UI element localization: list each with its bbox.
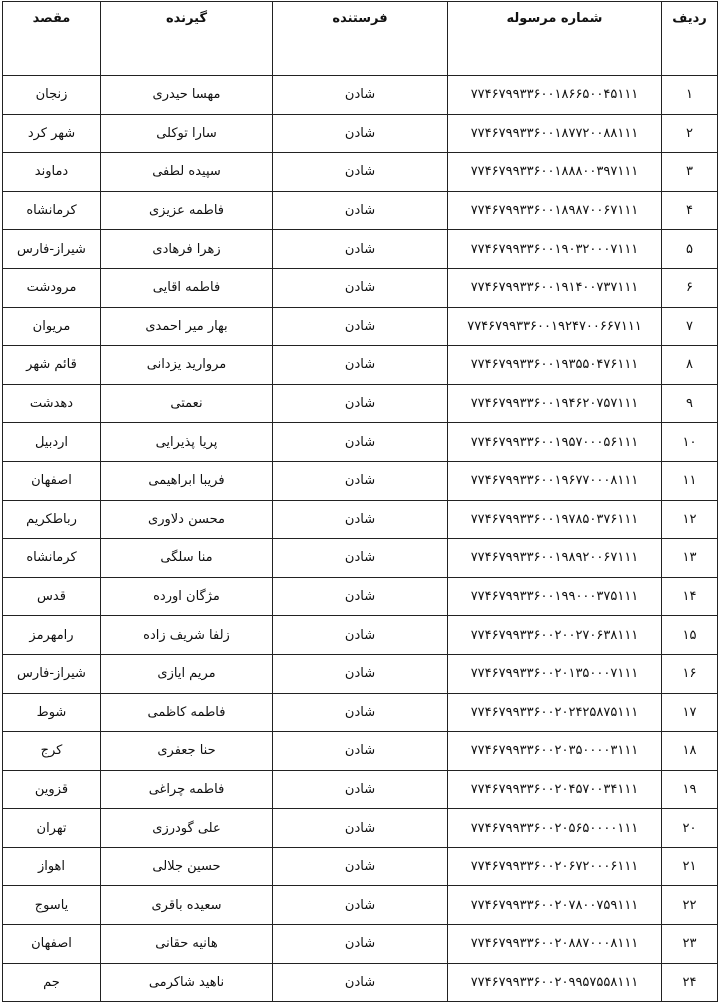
row-number-cell: ۳ [662, 153, 718, 192]
table-row [3, 191, 718, 230]
receiver-cell: محسن دلاوری [101, 500, 273, 539]
receiver-cell: علی گودرزی [101, 809, 273, 848]
destination-cell: کرمانشاه [3, 191, 101, 230]
receiver-cell: ناهید شاکرمی [101, 963, 273, 1002]
row-number-cell: ۸ [662, 346, 718, 385]
receiver-cell: حسین جلالی [101, 847, 273, 886]
destination-cell: شهر کرد [3, 114, 101, 153]
destination-cell: مرودشت [3, 268, 101, 307]
sender-cell: شادن [273, 230, 448, 269]
sender-cell: شادن [273, 346, 448, 385]
tracking-number-cell: ۷۷۴۶۷۹۹۳۳۶۰۰۱۹۰۳۲۰۰۰۷۱۱۱ [448, 230, 662, 269]
sender-cell: شادن [273, 268, 448, 307]
table-row [3, 963, 718, 1002]
sender-cell: شادن [273, 423, 448, 462]
row-number-cell: ۹ [662, 384, 718, 423]
row-number-cell: ۱۰ [662, 423, 718, 462]
receiver-cell: فاطمه اقایی [101, 268, 273, 307]
tracking-number-cell: ۷۷۴۶۷۹۹۳۳۶۰۰۲۰۰۲۷۰۶۳۸۱۱۱ [448, 616, 662, 655]
row-number-cell: ۱ [662, 76, 718, 115]
sender-cell: شادن [273, 461, 448, 500]
tracking-number-cell: ۷۷۴۶۷۹۹۳۳۶۰۰۱۹۸۹۲۰۰۶۷۱۱۱ [448, 539, 662, 578]
destination-cell: رامهرمز [3, 616, 101, 655]
row-number-cell: ۲۱ [662, 847, 718, 886]
receiver-cell: فریبا ابراهیمی [101, 461, 273, 500]
receiver-cell: بهار میر احمدی [101, 307, 273, 346]
row-number-cell: ۲ [662, 114, 718, 153]
table-row [3, 577, 718, 616]
destination-cell: زنجان [3, 76, 101, 115]
table-row [3, 693, 718, 732]
destination-cell: تهران [3, 809, 101, 848]
table-row [3, 384, 718, 423]
tracking-number-cell: ۷۷۴۶۷۹۹۳۳۶۰۰۲۰۵۶۵۰۰۰۰۱۱۱ [448, 809, 662, 848]
table-row [3, 461, 718, 500]
row-number-cell: ۶ [662, 268, 718, 307]
sender-cell: شادن [273, 577, 448, 616]
table-row [3, 770, 718, 809]
sender-cell: شادن [273, 191, 448, 230]
receiver-cell: پریا پذیرایی [101, 423, 273, 462]
tracking-number-cell: ۷۷۴۶۷۹۹۳۳۶۰۰۲۰۶۷۲۰۰۰۶۱۱۱ [448, 847, 662, 886]
receiver-cell: مژگان اورده [101, 577, 273, 616]
receiver-cell: فاطمه عزیزی [101, 191, 273, 230]
table-row [3, 732, 718, 771]
sender-cell: شادن [273, 539, 448, 578]
tracking-number-cell: ۷۷۴۶۷۹۹۳۳۶۰۰۲۰۲۴۲۵۸۷۵۱۱۱ [448, 693, 662, 732]
table-row [3, 925, 718, 964]
tracking-number-cell: ۷۷۴۶۷۹۹۳۳۶۰۰۱۸۹۸۷۰۰۶۷۱۱۱ [448, 191, 662, 230]
receiver-cell: مروارید یزدانی [101, 346, 273, 385]
tracking-number-cell: ۷۷۴۶۷۹۹۳۳۶۰۰۲۰۷۸۰۰۷۵۹۱۱۱ [448, 886, 662, 925]
destination-cell: کرمانشاه [3, 539, 101, 578]
receiver-cell: منا سلگی [101, 539, 273, 578]
destination-cell: قائم شهر [3, 346, 101, 385]
tracking-number-cell: ۷۷۴۶۷۹۹۳۳۶۰۰۲۰۱۳۵۰۰۰۷۱۱۱ [448, 654, 662, 693]
tracking-number-cell: ۷۷۴۶۷۹۹۳۳۶۰۰۲۰۳۵۰۰۰۰۳۱۱۱ [448, 732, 662, 771]
row-number-cell: ۱۳ [662, 539, 718, 578]
tracking-number-cell: ۷۷۴۶۷۹۹۳۳۶۰۰۱۹۱۴۰۰۷۳۷۱۱۱ [448, 268, 662, 307]
table-row [3, 268, 718, 307]
destination-cell: رباطکریم [3, 500, 101, 539]
table-row [3, 307, 718, 346]
row-number-cell: ۱۹ [662, 770, 718, 809]
header-receiver: گیرنده [101, 2, 273, 76]
tracking-number-cell: ۷۷۴۶۷۹۹۳۳۶۰۰۱۸۶۶۵۰۰۴۵۱۱۱ [448, 76, 662, 115]
receiver-cell: زلفا شریف زاده [101, 616, 273, 655]
receiver-cell: نعمتی [101, 384, 273, 423]
row-number-cell: ۱۲ [662, 500, 718, 539]
sender-cell: شادن [273, 809, 448, 848]
destination-cell: قزوین [3, 770, 101, 809]
destination-cell: کرج [3, 732, 101, 771]
receiver-cell: سپیده لطفی [101, 153, 273, 192]
sender-cell: شادن [273, 847, 448, 886]
destination-cell: شیراز-فارس [3, 230, 101, 269]
receiver-cell: زهرا فرهادی [101, 230, 273, 269]
receiver-cell: مریم ایازی [101, 654, 273, 693]
tracking-number-cell: ۷۷۴۶۷۹۹۳۳۶۰۰۲۰۴۵۷۰۰۳۴۱۱۱ [448, 770, 662, 809]
sender-cell: شادن [273, 925, 448, 964]
destination-cell: دماوند [3, 153, 101, 192]
table-row [3, 153, 718, 192]
table-row [3, 886, 718, 925]
destination-cell: قدس [3, 577, 101, 616]
table-row [3, 654, 718, 693]
destination-cell: یاسوج [3, 886, 101, 925]
tracking-number-cell: ۷۷۴۶۷۹۹۳۳۶۰۰۱۹۵۷۰۰۰۵۶۱۱۱ [448, 423, 662, 462]
table-row [3, 423, 718, 462]
tracking-number-cell: ۷۷۴۶۷۹۹۳۳۶۰۰۱۸۸۸۰۰۳۹۷۱۱۱ [448, 153, 662, 192]
destination-cell: اصفهان [3, 925, 101, 964]
table-row [3, 114, 718, 153]
header-row [3, 2, 718, 76]
sender-cell: شادن [273, 963, 448, 1002]
destination-cell: شوط [3, 693, 101, 732]
table-row [3, 809, 718, 848]
row-number-cell: ۱۶ [662, 654, 718, 693]
sender-cell: شادن [273, 616, 448, 655]
row-number-cell: ۱۵ [662, 616, 718, 655]
receiver-cell: فاطمه چراغی [101, 770, 273, 809]
sender-cell: شادن [273, 732, 448, 771]
tracking-number-cell: ۷۷۴۶۷۹۹۳۳۶۰۰۱۹۲۴۷۰۰۶۶۷۱۱۱ [448, 307, 662, 346]
header-sender: فرستنده [273, 2, 448, 76]
table-row [3, 847, 718, 886]
destination-cell: دهدشت [3, 384, 101, 423]
sender-cell: شادن [273, 886, 448, 925]
tracking-number-cell: ۷۷۴۶۷۹۹۳۳۶۰۰۱۹۴۶۲۰۷۵۷۱۱۱ [448, 384, 662, 423]
sender-cell: شادن [273, 153, 448, 192]
table-row [3, 76, 718, 115]
tracking-number-cell: ۷۷۴۶۷۹۹۳۳۶۰۰۲۰۸۸۷۰۰۰۸۱۱۱ [448, 925, 662, 964]
destination-cell: اهواز [3, 847, 101, 886]
table-row [3, 346, 718, 385]
shipments-table [2, 1, 718, 1002]
sender-cell: شادن [273, 654, 448, 693]
row-number-cell: ۱۸ [662, 732, 718, 771]
row-number-cell: ۱۱ [662, 461, 718, 500]
destination-cell: شیراز-فارس [3, 654, 101, 693]
row-number-cell: ۱۷ [662, 693, 718, 732]
row-number-cell: ۲۴ [662, 963, 718, 1002]
receiver-cell: هانیه حقانی [101, 925, 273, 964]
header-row-number: ردیف [662, 2, 718, 76]
tracking-number-cell: ۷۷۴۶۷۹۹۳۳۶۰۰۱۹۷۸۵۰۳۷۶۱۱۱ [448, 500, 662, 539]
sender-cell: شادن [273, 770, 448, 809]
tracking-number-cell: ۷۷۴۶۷۹۹۳۳۶۰۰۱۸۷۷۲۰۰۸۸۱۱۱ [448, 114, 662, 153]
sender-cell: شادن [273, 500, 448, 539]
row-number-cell: ۱۴ [662, 577, 718, 616]
table-row [3, 616, 718, 655]
tracking-number-cell: ۷۷۴۶۷۹۹۳۳۶۰۰۲۰۹۹۵۷۵۵۸۱۱۱ [448, 963, 662, 1002]
tracking-number-cell: ۷۷۴۶۷۹۹۳۳۶۰۰۱۹۹۰۰۰۳۷۵۱۱۱ [448, 577, 662, 616]
receiver-cell: فاطمه کاظمی [101, 693, 273, 732]
receiver-cell: سعیده باقری [101, 886, 273, 925]
destination-cell: جم [3, 963, 101, 1002]
row-number-cell: ۲۰ [662, 809, 718, 848]
destination-cell: اصفهان [3, 461, 101, 500]
receiver-cell: مهسا حیدری [101, 76, 273, 115]
row-number-cell: ۷ [662, 307, 718, 346]
receiver-cell: حنا جعفری [101, 732, 273, 771]
sender-cell: شادن [273, 693, 448, 732]
receiver-cell: سارا توکلی [101, 114, 273, 153]
sender-cell: شادن [273, 76, 448, 115]
tracking-number-cell: ۷۷۴۶۷۹۹۳۳۶۰۰۱۹۳۵۵۰۴۷۶۱۱۱ [448, 346, 662, 385]
destination-cell: اردبیل [3, 423, 101, 462]
header-destination: مقصد [3, 2, 101, 76]
table-row [3, 500, 718, 539]
tracking-number-cell: ۷۷۴۶۷۹۹۳۳۶۰۰۱۹۶۷۷۰۰۰۸۱۱۱ [448, 461, 662, 500]
header-tracking-number: شماره مرسوله [448, 2, 662, 76]
sender-cell: شادن [273, 307, 448, 346]
table-row [3, 230, 718, 269]
table-row [3, 539, 718, 578]
row-number-cell: ۲۳ [662, 925, 718, 964]
row-number-cell: ۴ [662, 191, 718, 230]
row-number-cell: ۲۲ [662, 886, 718, 925]
row-number-cell: ۵ [662, 230, 718, 269]
destination-cell: مریوان [3, 307, 101, 346]
sender-cell: شادن [273, 384, 448, 423]
sender-cell: شادن [273, 114, 448, 153]
